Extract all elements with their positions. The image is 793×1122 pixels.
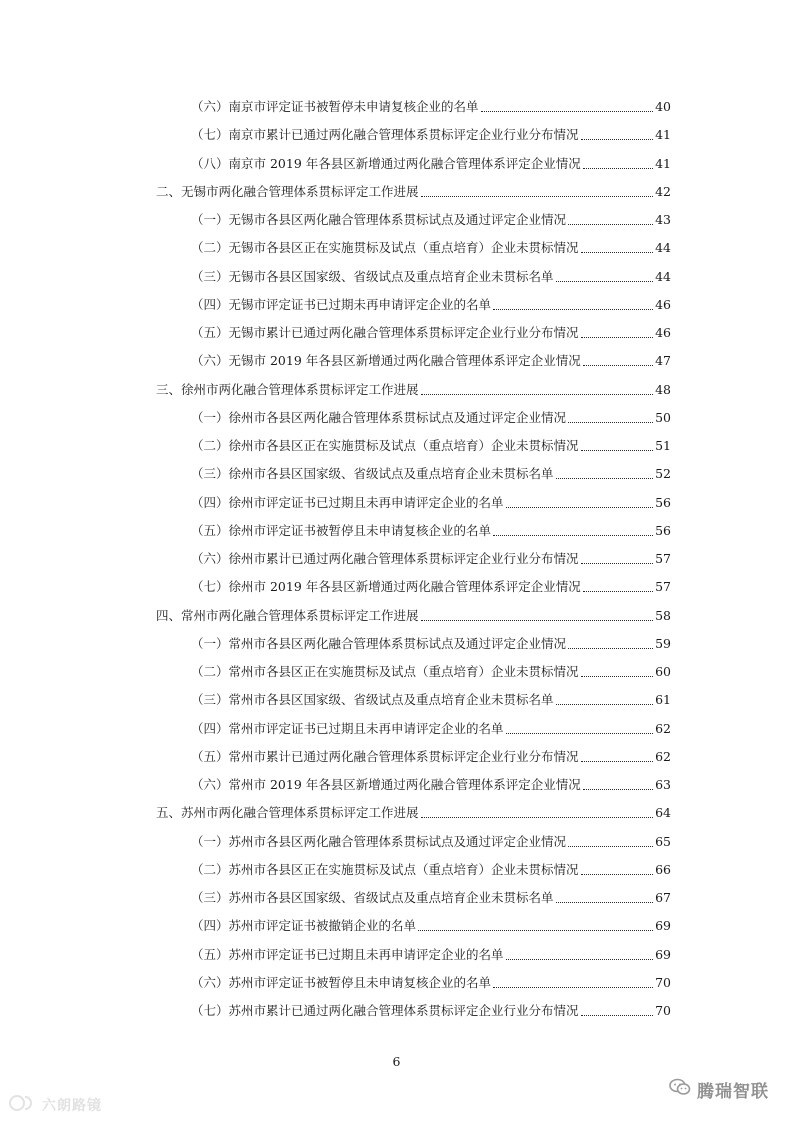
toc-dot-leader <box>568 844 653 847</box>
toc-subsection-entry[interactable] <box>191 210 671 230</box>
toc-dot-leader <box>506 505 654 508</box>
toc-dot-leader <box>583 166 653 169</box>
toc-entry-title: （八）南京市 2019 年各县区新增通过两化融合管理体系评定企业情况 <box>191 155 581 171</box>
toc-entry-title: （四）无锡市评定证书已过期未再申请评定企业的名单 <box>191 296 492 312</box>
watermark-brand <box>669 1076 769 1102</box>
toc-entry-page: 40 <box>655 99 671 114</box>
toc-entry-title: （一）苏州市各县区两化融合管理体系贯标试点及通过评定企业情况 <box>191 833 567 849</box>
toc-subsection-entry[interactable] <box>191 323 671 343</box>
toc-entry-page: 44 <box>655 240 671 256</box>
toc-subsection-entry[interactable] <box>191 888 671 908</box>
toc-dot-leader <box>556 279 654 282</box>
logo-icon <box>8 1093 38 1117</box>
toc-subsection-entry[interactable] <box>191 662 671 682</box>
toc-subsection-entry[interactable] <box>191 973 671 993</box>
toc-entry-title: （六）苏州市评定证书被暂停且未申请复核企业的名单 <box>191 974 492 990</box>
toc-entry-title: （一）无锡市各县区两化融合管理体系贯标试点及通过评定企业情况 <box>191 212 567 227</box>
toc-entry-title: （三）徐州市各县区国家级、省级试点及重点培育企业未贯标名单 <box>191 466 554 482</box>
toc-entry-page: 51 <box>655 438 671 453</box>
toc-entry-page: 57 <box>655 579 671 595</box>
toc-dot-leader <box>506 957 654 960</box>
toc-entry-title: （一）常州市各县区两化融合管理体系贯标试点及通过评定企业情况 <box>191 635 567 651</box>
toc-entry-title: （五）常州市累计已通过两化融合管理体系贯标评定企业行业分布情况 <box>191 748 579 764</box>
toc-entry-title: （六）常州市 2019 年各县区新增通过两化融合管理体系评定企业情况 <box>191 777 581 792</box>
toc-entry-page: 48 <box>655 381 671 397</box>
toc-entry-page: 70 <box>655 974 671 990</box>
toc-dot-leader <box>556 476 654 479</box>
toc-dot-leader <box>568 222 653 225</box>
toc-entry-page: 42 <box>655 183 671 199</box>
toc-entry-page: 64 <box>655 805 671 821</box>
toc-dot-leader <box>493 985 653 988</box>
toc-entry-title: （七）南京市累计已通过两化融合管理体系贯标评定企业行业分布情况 <box>191 127 579 143</box>
toc-subsection-entry[interactable] <box>191 408 671 428</box>
toc-entry-page: 47 <box>655 353 671 369</box>
toc-subsection-entry[interactable] <box>191 295 671 315</box>
toc-entry-title: 四、常州市两化融合管理体系贯标评定工作进展 <box>156 607 419 623</box>
toc-subsection-entry[interactable] <box>191 125 671 145</box>
toc-entry-title: （五）无锡市累计已通过两化融合管理体系贯标评定企业行业分布情况 <box>191 325 579 340</box>
toc-entry-page: 41 <box>655 127 671 143</box>
toc-dot-leader <box>581 1013 654 1016</box>
wechat-icon <box>669 1078 691 1100</box>
toc-entry-title: （四）苏州市评定证书被撤销企业的名单 <box>191 918 417 934</box>
toc-subsection-entry[interactable] <box>191 549 671 569</box>
toc-dot-leader <box>581 674 654 677</box>
toc-section-entry[interactable] <box>156 182 671 202</box>
watermark-source <box>8 1093 102 1117</box>
toc-entry-page: 43 <box>655 212 671 227</box>
toc-entry-title: （四）徐州市评定证书已过期且未再申请评定企业的名单 <box>191 494 504 510</box>
toc-subsection-entry[interactable] <box>191 267 671 287</box>
toc-subsection-entry[interactable] <box>191 1001 671 1021</box>
toc-subsection-entry[interactable] <box>191 916 671 936</box>
toc-entry-page: 46 <box>655 325 671 340</box>
toc-entry-title: （四）常州市评定证书已过期且未再申请评定企业的名单 <box>191 720 504 736</box>
toc-subsection-entry[interactable] <box>191 493 671 513</box>
toc-dot-leader <box>556 702 654 705</box>
toc-subsection-entry[interactable] <box>191 521 671 541</box>
toc-entry-page: 52 <box>655 466 671 482</box>
toc-subsection-entry[interactable] <box>191 690 671 710</box>
toc-dot-leader <box>581 448 654 451</box>
toc-entry-title: （二）苏州市各县区正在实施贯标及试点（重点培育）企业未贯标情况 <box>191 861 579 877</box>
toc-dot-leader <box>568 646 653 649</box>
toc-entry-title: （三）无锡市各县区国家级、省级试点及重点培育企业未贯标名单 <box>191 268 554 284</box>
toc-entry-title: （六）无锡市 2019 年各县区新增通过两化融合管理体系评定企业情况 <box>191 353 581 369</box>
toc-section-entry[interactable] <box>156 803 671 823</box>
toc-entry-title: 三、徐州市两化融合管理体系贯标评定工作进展 <box>156 381 419 397</box>
toc-entry-title: （二）常州市各县区正在实施贯标及试点（重点培育）企业未贯标情况 <box>191 664 579 679</box>
toc-entry-title: （五）苏州市评定证书已过期且未再申请评定企业的名单 <box>191 946 504 962</box>
watermark-source-text: 六朗路镜 <box>42 1098 102 1114</box>
toc-entry-page: 62 <box>655 720 671 736</box>
toc-subsection-entry[interactable] <box>191 577 671 597</box>
toc-entry-page: 41 <box>655 155 671 171</box>
toc-entry-title: 二、无锡市两化融合管理体系贯标评定工作进展 <box>156 183 419 199</box>
toc-subsection-entry[interactable] <box>191 436 671 456</box>
toc-entry-title: （二）徐州市各县区正在实施贯标及试点（重点培育）企业未贯标情况 <box>191 438 579 453</box>
toc-entry-page: 56 <box>655 522 671 538</box>
toc-entry-page: 70 <box>655 1003 671 1018</box>
toc-dot-leader <box>421 815 654 818</box>
toc-dot-leader <box>581 335 654 338</box>
toc-entry-page: 57 <box>655 551 671 566</box>
toc-subsection-entry[interactable] <box>191 945 671 965</box>
toc-entry-page: 69 <box>655 946 671 962</box>
page-number: 6 <box>392 1054 401 1069</box>
toc-dot-leader <box>556 900 654 903</box>
toc-dot-leader <box>418 928 653 931</box>
toc-dot-leader <box>481 109 654 112</box>
toc-subsection-entry[interactable] <box>191 464 671 484</box>
toc-entry-page: 62 <box>655 748 671 764</box>
toc-entry-title: （三）常州市各县区国家级、省级试点及重点培育企业未贯标名单 <box>191 692 554 708</box>
toc-entry-title: （一）徐州市各县区两化融合管理体系贯标试点及通过评定企业情况 <box>191 409 567 425</box>
toc-entry-page: 69 <box>655 918 671 934</box>
toc-entry-title: （六）南京市评定证书被暂停未申请复核企业的名单 <box>191 99 479 114</box>
toc-dot-leader <box>493 307 653 310</box>
toc-dot-leader <box>581 250 654 253</box>
toc-entry-page: 60 <box>655 664 671 679</box>
toc-entry-title: （六）徐州市累计已通过两化融合管理体系贯标评定企业行业分布情况 <box>191 551 579 566</box>
toc-dot-leader <box>583 589 653 592</box>
toc-subsection-entry[interactable] <box>191 97 671 117</box>
toc-entry-title: （二）无锡市各县区正在实施贯标及试点（重点培育）企业未贯标情况 <box>191 240 579 256</box>
toc-dot-leader <box>421 618 654 621</box>
toc-entry-page: 65 <box>655 833 671 849</box>
toc-entry-title: （七）苏州市累计已通过两化融合管理体系贯标评定企业行业分布情况 <box>191 1003 579 1018</box>
toc-dot-leader <box>581 137 654 140</box>
toc-dot-leader <box>568 420 653 423</box>
toc-subsection-entry[interactable] <box>191 154 671 174</box>
toc-subsection-entry[interactable] <box>191 860 671 880</box>
toc-subsection-entry[interactable] <box>191 747 671 767</box>
toc-dot-leader <box>583 787 653 790</box>
toc-subsection-entry[interactable] <box>191 719 671 739</box>
toc-entry-title: （七）徐州市 2019 年各县区新增通过两化融合管理体系评定企业情况 <box>191 579 581 595</box>
toc-entry-page: 58 <box>655 607 671 623</box>
toc-entry-title: 五、苏州市两化融合管理体系贯标评定工作进展 <box>156 805 419 821</box>
toc-subsection-entry[interactable] <box>191 775 671 795</box>
toc-dot-leader <box>583 363 653 366</box>
toc-section-entry[interactable] <box>156 380 671 400</box>
toc-section-entry[interactable] <box>156 606 671 626</box>
toc-entry-page: 66 <box>655 861 671 877</box>
toc-dot-leader <box>493 533 653 536</box>
toc-dot-leader <box>421 392 654 395</box>
toc-entry-page: 50 <box>655 409 671 425</box>
toc-entry-page: 46 <box>655 296 671 312</box>
toc-subsection-entry[interactable] <box>191 634 671 654</box>
toc-subsection-entry[interactable] <box>191 832 671 852</box>
toc-subsection-entry[interactable] <box>191 238 671 258</box>
toc-entry-page: 67 <box>655 890 671 905</box>
toc-dot-leader <box>581 561 654 564</box>
toc-dot-leader <box>581 759 654 762</box>
toc-dot-leader <box>421 194 654 197</box>
toc-subsection-entry[interactable] <box>191 351 671 371</box>
toc-entry-page: 63 <box>655 777 671 792</box>
toc-entry-title: （三）苏州市各县区国家级、省级试点及重点培育企业未贯标名单 <box>191 890 554 905</box>
toc-entry-page: 56 <box>655 494 671 510</box>
toc-entry-page: 59 <box>655 635 671 651</box>
toc-entry-title: （五）徐州市评定证书被暂停且未申请复核企业的名单 <box>191 522 492 538</box>
toc-dot-leader <box>506 731 654 734</box>
toc-entry-page: 61 <box>655 692 671 708</box>
toc-entry-page: 44 <box>655 268 671 284</box>
toc-dot-leader <box>581 872 654 875</box>
watermark-brand-text: 腾瑞智联 <box>697 1081 769 1102</box>
